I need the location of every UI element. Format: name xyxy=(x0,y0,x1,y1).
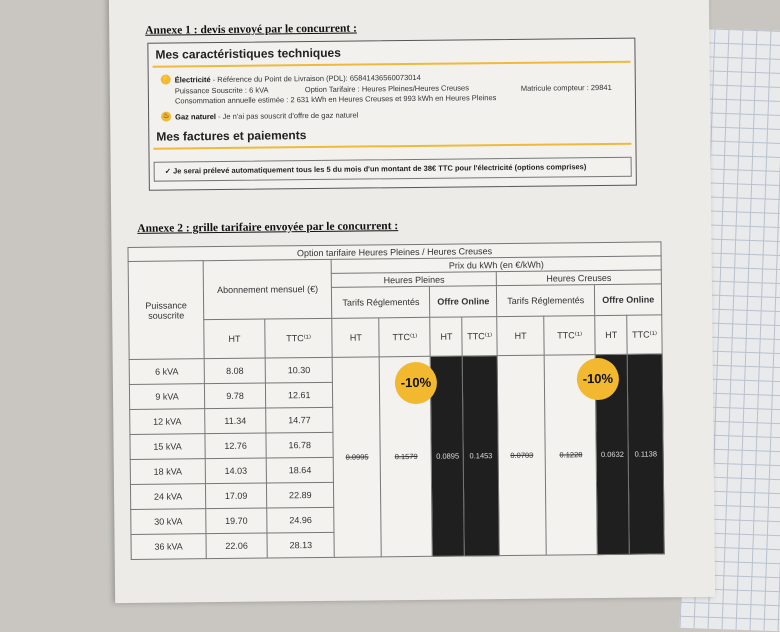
annex2-title: Annexe 2 : grille tarifaire envoyée par le concurrent : xyxy=(137,220,399,235)
hp-reg-ht-price: 0.0995 xyxy=(332,357,381,557)
hc-reg-ttc-header: TTC⁽¹⁾ xyxy=(544,316,595,356)
row-ttc: 24.96 xyxy=(267,507,335,533)
row-puissance: 15 kVA xyxy=(130,434,205,460)
hp-offre-online: Offre Online xyxy=(430,286,497,318)
option-header: Option tarifaire Heures Pleines / Heures Creuses xyxy=(128,242,661,262)
hp-online-ht-price: 0.0895 xyxy=(431,356,465,556)
hp-header: Heures Pleines xyxy=(332,272,497,288)
hc-discount-badge: -10% xyxy=(577,358,619,400)
row-puissance: 12 kVA xyxy=(130,409,205,435)
tech-section-title: Mes caractéristiques techniques xyxy=(155,45,341,62)
abo-ttc-header: TTC⁽¹⁾ xyxy=(265,318,333,358)
row-ttc: 12.61 xyxy=(265,382,333,408)
puissance-header: Puissance souscrite xyxy=(128,261,204,360)
row-ttc: 22.89 xyxy=(267,482,335,508)
row-ht: 9.78 xyxy=(204,383,265,409)
row-puissance: 36 kVA xyxy=(131,534,206,560)
gas-line xyxy=(175,111,358,122)
row-ht: 14.03 xyxy=(205,458,266,484)
prix-header: Prix du kWh (en €/kWh) xyxy=(331,256,661,273)
hc-reg-ttc-price: 0.1228 xyxy=(544,355,597,556)
row-ttc: 28.13 xyxy=(267,532,335,558)
electricity-label: Électricité xyxy=(174,75,211,85)
row-puissance: 24 kVA xyxy=(130,484,205,510)
abo-ht-header: HT xyxy=(204,319,265,359)
row-ht: 8.08 xyxy=(204,358,265,384)
row-ttc: 10.30 xyxy=(265,357,333,383)
lightning-icon: ⚡ xyxy=(161,75,171,85)
matricule-text: Matricule compteur : 29841 xyxy=(520,82,612,93)
gas-label: Gaz naturel xyxy=(175,112,217,122)
hc-online-ht-header: HT xyxy=(595,315,627,354)
bills-section-divider xyxy=(153,143,631,150)
flame-icon: ♨ xyxy=(161,112,171,122)
row-ht: 12.76 xyxy=(205,433,266,459)
abonnement-header: Abonnement mensuel (€) xyxy=(203,259,332,319)
tariff-table xyxy=(127,241,664,560)
electricity-line xyxy=(175,73,421,85)
payment-text: Je serai prélevé automatiquement tous les 5 du mois d'un montant de 38€ TTC pour l'électricité (options comprises) xyxy=(173,162,587,176)
hc-tarifs-reglementes: Tarifs Réglementés xyxy=(497,285,595,317)
row-puissance: 6 kVA xyxy=(129,359,204,385)
payment-row xyxy=(154,157,632,182)
hc-offre-online: Offre Online xyxy=(595,284,662,316)
puissance-text: Puissance Souscrite : 6 kVA xyxy=(174,85,269,96)
hp-discount-badge: -10% xyxy=(395,362,437,404)
hc-online-ht-price: 0.0632 xyxy=(595,354,629,554)
gas-text: - Je n'ai pas souscrit d'offre de gaz naturel xyxy=(218,110,359,122)
row-ht: 17.09 xyxy=(205,483,266,509)
hp-reg-ht-header: HT xyxy=(332,318,380,357)
quote-box xyxy=(147,38,637,191)
hc-reg-ht-price: 0.0703 xyxy=(497,355,546,555)
consumption-text: Consommation annuelle estimée : 2 631 kWh en Heures Creuses et 993 kWh en Heures Pleines xyxy=(174,93,497,106)
row-ht: 22.06 xyxy=(206,533,267,559)
annex1-title: Annexe 1 : devis envoyé par le concurrent : xyxy=(145,22,357,37)
document-sheet xyxy=(109,0,715,603)
bills-section-title: Mes factures et paiements xyxy=(156,128,307,144)
hp-tarifs-reglementes: Tarifs Réglementés xyxy=(332,286,430,318)
option-text: Option Tarifaire : Heures Pleines/Heures Creuses xyxy=(304,83,469,95)
row-ttc: 16.78 xyxy=(266,432,334,458)
row-ht: 19.70 xyxy=(206,508,267,534)
row-ttc: 14.77 xyxy=(266,407,334,433)
row-ttc: 18.64 xyxy=(266,457,334,483)
row-puissance: 18 kVA xyxy=(130,459,205,485)
tech-section-divider xyxy=(153,61,631,68)
hc-header: Heures Creuses xyxy=(496,270,661,286)
hc-online-ttc-price: 0.1138 xyxy=(627,354,664,554)
row-ht: 11.34 xyxy=(205,408,266,434)
hp-reg-ttc-price: 0.1579 xyxy=(380,356,433,557)
hp-online-ht-header: HT xyxy=(430,317,462,356)
hc-reg-ht-header: HT xyxy=(497,316,545,355)
checkmark-icon: ✓ xyxy=(164,166,172,176)
hc-online-ttc-header: TTC⁽¹⁾ xyxy=(627,315,662,354)
row-puissance: 9 kVA xyxy=(129,384,204,410)
pdl-reference: - Référence du Point de Livraison (PDL): 65841436560073014 xyxy=(212,72,421,85)
hp-online-ttc-price: 0.1453 xyxy=(463,356,500,556)
hp-reg-ttc-header: TTC⁽¹⁾ xyxy=(379,317,430,357)
hp-online-ttc-header: TTC⁽¹⁾ xyxy=(462,317,497,356)
row-puissance: 30 kVA xyxy=(131,509,206,535)
